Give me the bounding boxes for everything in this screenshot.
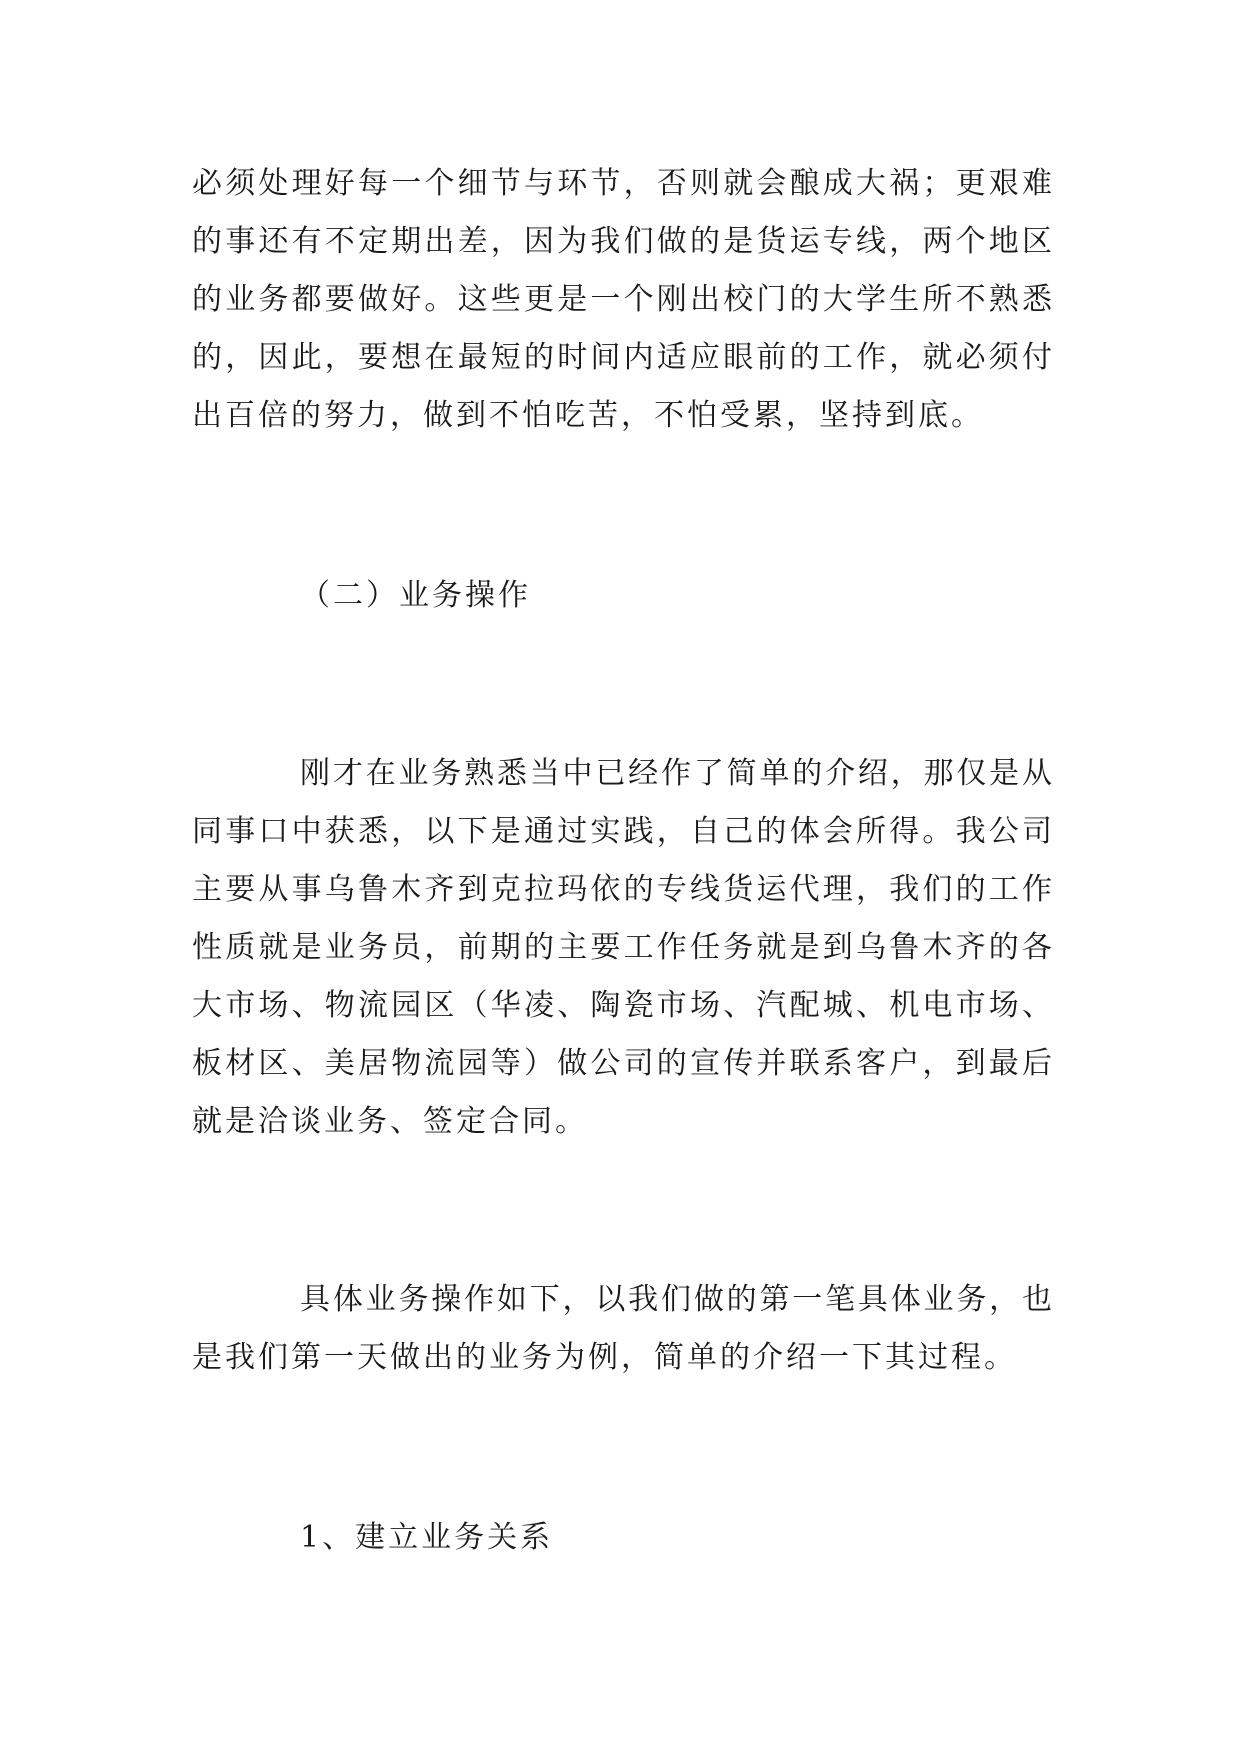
paragraph-3-line-2: 是我们第一天做出的业务为例，简单的介绍一下其过程。 <box>192 1340 1017 1375</box>
paragraph-2-line-6: 板材区、美居物流园等）做公司的宣传并联系客户，到最后 <box>192 1046 1052 1081</box>
paragraph-2-line-3: 主要从事乌鲁木齐到克拉玛依的专线货运代理，我们的工作 <box>192 872 1052 907</box>
section-heading-business-operation: （二）业务操作 <box>300 578 531 613</box>
paragraph-1-line-3: 的业务都要做好。这些更是一个刚出校门的大学生所不熟悉 <box>192 282 1052 317</box>
paragraph-1-line-4: 的，因此，要想在最短的时间内适应眼前的工作，就必须付 <box>192 340 1052 375</box>
paragraph-2-line-5: 大市场、物流园区（华凌、陶瓷市场、汽配城、机电市场、 <box>192 988 1052 1023</box>
paragraph-2-line-2: 同事口中获悉，以下是通过实践，自己的体会所得。我公司 <box>192 814 1052 849</box>
paragraph-1-line-5: 出百倍的努力，做到不怕吃苦，不怕受累，坚持到底。 <box>192 398 984 433</box>
paragraph-2-line-7: 就是洽谈业务、签定合同。 <box>192 1104 588 1139</box>
paragraph-1-line-2: 的事还有不定期出差，因为我们做的是货运专线，两个地区 <box>192 224 1052 259</box>
paragraph-2-line-4: 性质就是业务员，前期的主要工作任务就是到乌鲁木齐的各 <box>192 930 1052 965</box>
section-heading-establish-relationship: 1、建立业务关系 <box>300 1520 554 1555</box>
paragraph-3-line-1: 具体业务操作如下，以我们做的第一笔具体业务，也 <box>300 1282 1052 1317</box>
paragraph-2-line-1: 刚才在业务熟悉当中已经作了简单的介绍，那仅是从 <box>300 756 1052 791</box>
paragraph-1-line-1: 必须处理好每一个细节与环节，否则就会酿成大祸；更艰难 <box>192 166 1052 201</box>
